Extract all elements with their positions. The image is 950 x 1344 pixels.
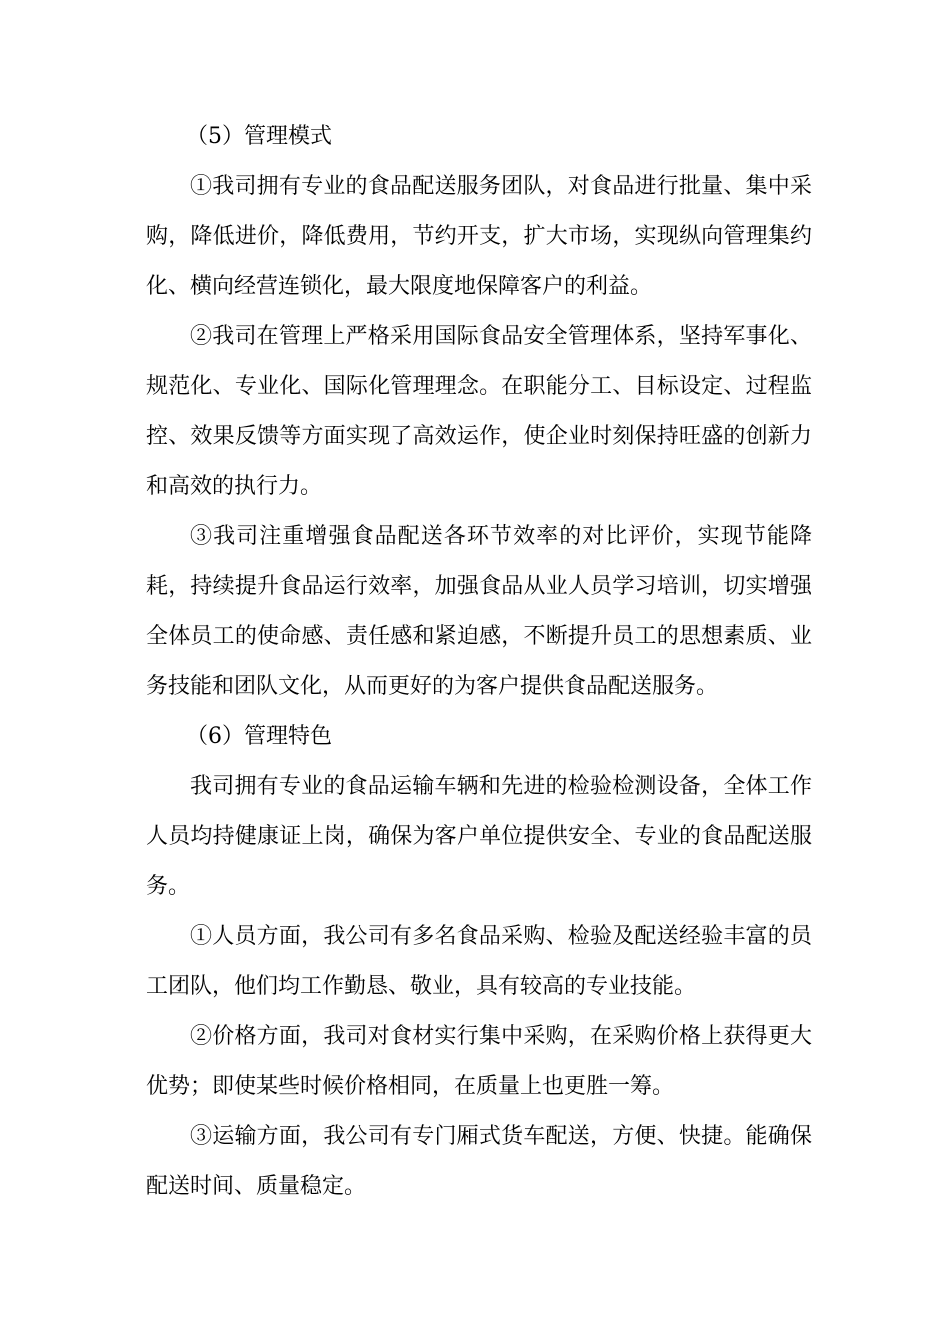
section-6-intro: 我司拥有专业的食品运输车辆和先进的检验检测设备，全体工作人员均持健康证上岗，确保为客户单位提供安全、专业的食品配送服务。 bbox=[146, 774, 812, 899]
section-5-paragraph-1: ①我司拥有专业的食品配送服务团队，对食品进行批量、集中采购，降低进价，降低费用，节约开支，扩大市场，实现纵向管理集约化、横向经营连锁化，最大限度地保障客户的利益。 bbox=[146, 174, 812, 299]
section-6-paragraph-2: ②价格方面，我司对食材实行集中采购，在采购价格上获得更大优势；即使某些时候价格相同，在质量上也更胜一筹。 bbox=[146, 1024, 812, 1099]
section-5-paragraph-2: ②我司在管理上严格采用国际食品安全管理体系，坚持军事化、规范化、专业化、国际化管理理念。在职能分工、目标设定、过程监控、效果反馈等方面实现了高效运作，使企业时刻保持旺盛的创新力和高效的执行力。 bbox=[146, 324, 812, 499]
section-5-heading: （5）管理模式 bbox=[186, 124, 332, 149]
document-body bbox=[146, 112, 812, 1212]
section-6-paragraph-1: ①人员方面，我公司有多名食品采购、检验及配送经验丰富的员工团队，他们均工作勤恳、敬业，具有较高的专业技能。 bbox=[146, 924, 812, 999]
section-6-paragraph-3: ③运输方面，我公司有专门厢式货车配送，方便、快捷。能确保配送时间、质量稳定。 bbox=[146, 1124, 812, 1199]
section-5-paragraph-3: ③我司注重增强食品配送各环节效率的对比评价，实现节能降耗，持续提升食品运行效率，加强食品从业人员学习培训，切实增强全体员工的使命感、责任感和紧迫感，不断提升员工的思想素质、业务技能和团队文化，从而更好的为客户提供食品配送服务。 bbox=[146, 524, 812, 699]
section-6-heading: （6）管理特色 bbox=[186, 724, 332, 749]
